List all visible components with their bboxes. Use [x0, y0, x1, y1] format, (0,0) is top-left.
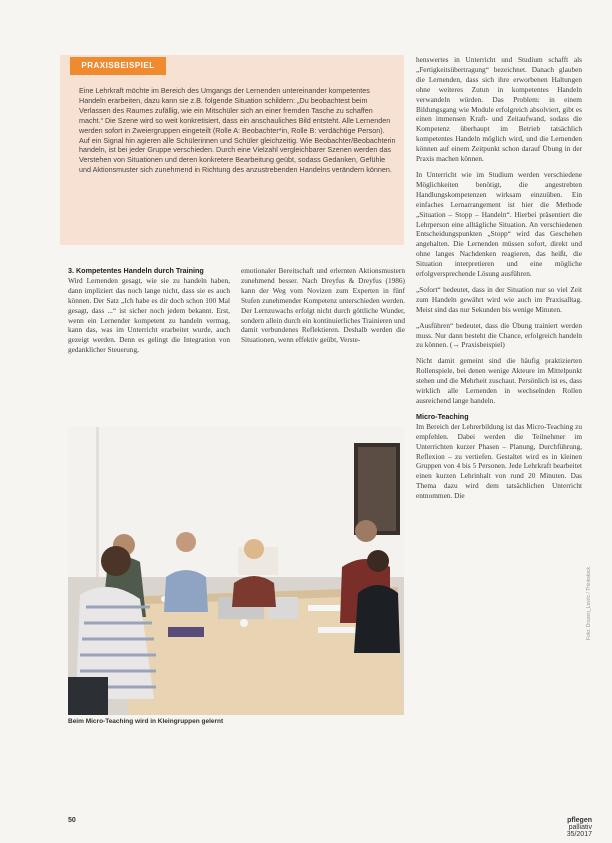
magazine-name-bold: pflegen: [567, 817, 592, 824]
page-number: 50: [68, 817, 76, 824]
classroom-photo: [68, 427, 404, 715]
paragraph: Im Bereich der Lehrerbildung ist das Micro-Teaching zu empfehlen. Dabei werden die Teilnehmer im Unterrichten kurzer Phasen – Planung, Durchführung, Reflexion – zu vertiefen. Gestaltet wird es in kleinen Gruppen von 4 bis 5 Personen. Jede Lehrkraft bearbeitet einen kurzen Lehrinhalt von rund 20 Minuten. Das Thema dazu wird dem tatsächlichen Unterricht entnommen. Die: [416, 421, 582, 501]
text-column-3: [416, 55, 582, 815]
text-column-2: [241, 266, 405, 351]
paragraph: emotionaler Bereitschaft und erlernten Aktionsmustern zunehmend besser. Nach Dreyfus & Dreyfus (1986) kann der Weg vom Novizen zum Experten in fünf Stufen zunehmender Kompetenz unterschieden werden. Der Lernzuwachs erfolgt nicht durch göttliche Wunder, sondern allein durch ein kontinuierliches Trainieren und damit verbundenes Reflektieren. Deshalb werden die Situationen, wenn effektiv geübt, Verste-: [241, 266, 405, 345]
paragraph: „Ausführen“ bedeutet, dass die Übung trainiert werden muss. Nur dann besteht die Chance, erfolgreich handeln zu können. (→ Praxisbeispiel): [416, 320, 582, 350]
paragraph: „Sofort“ bedeutet, dass in der Situation nur so viel Zeit zum Handeln gewährt wird wie auch im Praxisalltag. Meist sind das nur Sekunden bis wenige Minuten.: [416, 284, 582, 314]
photo-credit: Foto: Drazen_Lovric / Thinkstock: [586, 567, 592, 640]
practice-example-label: PRAXISBEISPIEL: [70, 57, 166, 75]
paragraph: henswertes in Unterricht und Studium schafft als „Fertigkeitsübertragung“ bezeichnet. Danach glauben die Lernenden, dass sich ihre erworbenen Haltungen ohne weiteres Zutun in kompetentes Handeln verwandeln würden. Das Problem: in einem Bildungsgang wie Module erfolgreich absolviert, gibt es einen immensen Kraft- und Zeitaufwand, sodass die Kompetenz überhaupt im Betrieb tatsächlich kompetentes Handeln möglich wird, und die Lernenden können auf einem Zeitpunkt schon darauf Übung in der Praxis machen können.: [416, 55, 582, 164]
practice-example-text: Eine Lehrkraft möchte im Bereich des Umgangs der Lernenden untereinander kompetentes Handeln erarbeiten, dazu kann sie z.B. folgende Situation schildern: „Du beobachtest beim Verlassen des Raumes zufällig, wie ein Mitschüler sich an einer fremden Tasche zu schaffen macht.“ Die Szene wird so weit konkretisiert, dass ein anschauliches Bild entsteht. Alle Lernenden werden sofort in Zweiergruppen eingeteilt (Rolle A: Beobachter*in, Rolle B: verdächtige Person). Auf ein Signal hin agieren alle Schülerinnen und Schüler gleichzeitig. Wie Beobachter/Beobachterin handeln, ist bei jeder Gruppe verschieden. Durch eine Vielzahl vergleichbarer Szenen werden das Verstehen von Situationen und deren konkretere Bearbeitung geübt, sodass Gedanken, Gefühle und Aktionsmuster sich zunehmend in Richtung des anzustrebenden Handelns verändern können.: [79, 86, 396, 175]
section-heading: 3. Kompetentes Handeln durch Training: [68, 266, 204, 275]
micro-teaching-group-image: [68, 427, 404, 715]
magazine-name: [552, 817, 592, 838]
paragraph: Nicht damit gemeint sind die häufig praktizierten Rollenspiele, bei denen wenige Akteure im Mittelpunkt stehen und die Mehrheit zuschaut. Persönlich ist es, dass wirklich alle Lernenden in wechselnden Rollen ausreichend lange handeln.: [416, 356, 582, 405]
subheading: Micro-Teaching: [416, 411, 469, 421]
paragraph: Wird Lernenden gesagt, wie sie zu handeln haben, dann impliziert das noch lange nicht, dass sie es auch können. Der Satz „Ich habe es dir doch schon 100 Mal gesagt, dass ...“ ist sicher noch jedem bekannt. Erst, wenn ein Lernender kompetent zu handeln vermag, kann das, was im Unterricht erarbeitet wurde, auch gezeigt werden. Denn es gelingt die Integration von gedanklicher Steuerung,: [68, 275, 230, 355]
magazine-issue: palliativ 35/2017: [566, 824, 592, 838]
text-column-1: [68, 266, 230, 361]
paragraph: In Unterricht wie im Studium werden verschiedene Möglichkeiten benötigt, die angestrebten Handlungskompetenzen wirksam einzuüben. Ein einfaches Lernarrangement ist hier die Methode „Situation – Stopp – Handeln“. Hierbei präsentiert die Lehrperson eine alltägliche Situation. An verschiedenen Entscheidungspunkten „Stopp“ wird das Geschehen angehalten. Die Lernenden müssen sofort, direkt und ohne langes Nachdenken reagieren, das heißt, die Situation interpretieren und eine mögliche erfolgversprechende Lösung ausführen.: [416, 169, 582, 279]
photo-caption: Beim Micro-Teaching wird in Kleingruppen gelernt: [68, 718, 224, 725]
